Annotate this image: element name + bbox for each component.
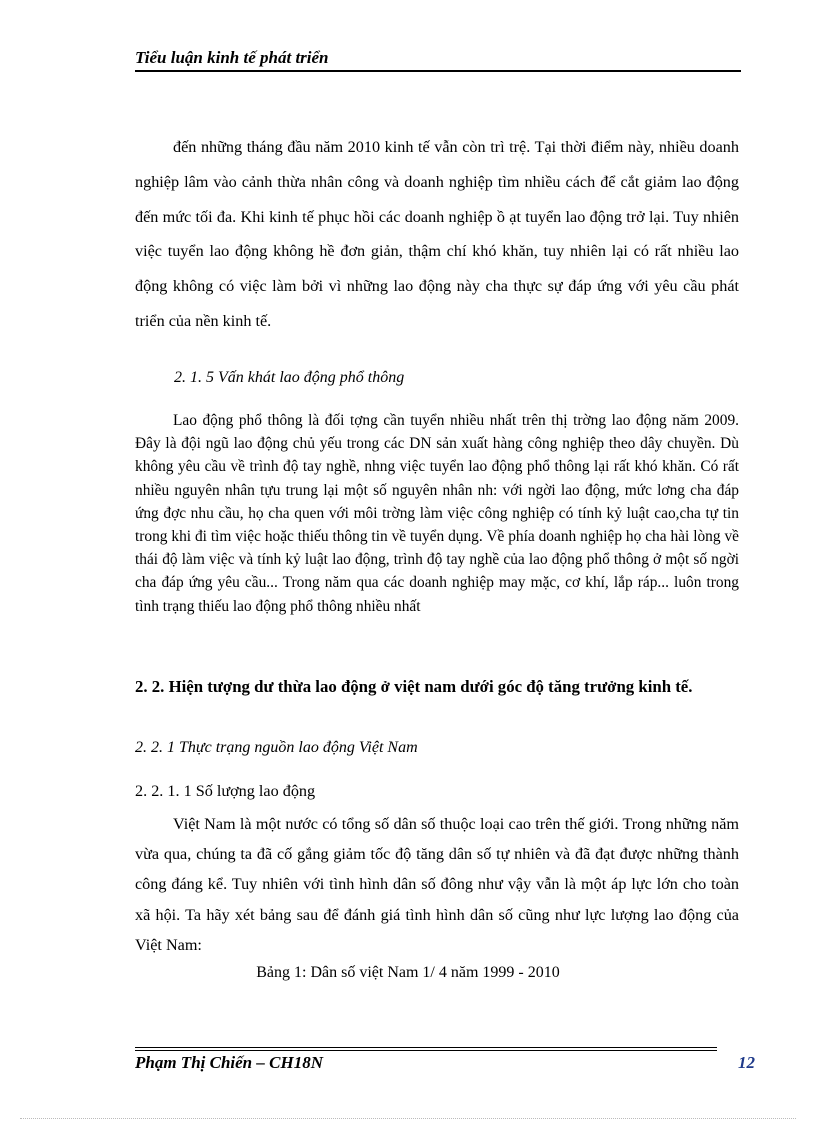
subheading-2-1-5: 2. 1. 5 Vấn khát lao động phổ thông (174, 369, 405, 386)
paragraph-population: Việt Nam là một nước có tổng số dân số thuộc loại cao trên thế giới. Trong những năm vừa qua, chúng ta đã cố gắng giảm tốc độ tăng dân số tự nhiên và đã đạt được những thành công đáng kể. Tuy nhiên với tình hình dân số đông như vậy vẫn là một áp lực lớn cho toàn xã hội. Ta hãy xét bảng sau để đánh giá tình hình dân số cũng như lực lượng lao động của Việt Nam: (135, 815, 739, 954)
table-caption: Bảng 1: Dân số việt Nam 1/ 4 năm 1999 - 2010 (256, 964, 560, 981)
paragraph-labor-shortage: Lao động phổ thông là đối tợng cần tuyển nhiều nhất trên thị trờng lao động năm 2009. Đây là đội ngũ lao động chủ yếu trong các DN sản xuất hàng công nghiệp theo dây chuyền. Dù không yêu cầu về trình độ tay nghề, nhng việc tuyển lao động phổ thông lại rất khó khăn. Có rất nhiều nguyên nhân tựu trung lại một số nguyên nhân nh: với ngời lao động, mức lơng cha đáp ứng đợc nhu cầu, họ cha quen với môi trờng làm việc công nghiệp có tính kỷ luật cao,cha tự tin trong khi đi tìm việc hoặc thiếu thông tin về tuyển dụng. Về phía doanh nghiệp họ cha hài lòng về thái độ làm việc và tính kỷ luật lao động, trình độ tay nghề của lao động phổ thông ở một số ngời cha đáp ứng yêu cầu... Trong năm qua các doanh nghiệp may mặc, cơ khí, lắp ráp... luôn trong tình trạng thiếu lao động phổ thông nhiều nhất (135, 412, 739, 615)
section-heading-2-2: 2. 2. Hiện tượng dư thừa lao động ở việt nam dưới góc độ tăng trưởng kinh tế. (135, 677, 693, 696)
header-rule (135, 70, 741, 72)
page-edge-divider (20, 1118, 796, 1119)
page-header-title: Tiểu luận kinh tế phát triển (135, 48, 329, 67)
page-number: 12 (738, 1053, 755, 1072)
footer-rule-bottom (135, 1050, 717, 1051)
footer-author: Phạm Thị Chiến – CH18N (135, 1053, 323, 1072)
paragraph-intro: đến những tháng đầu năm 2010 kinh tế vẫn còn trì trệ. Tại thời điểm này, nhiều doanh nghiệp lâm vào cảnh thừa nhân công và doanh nghiệp tìm nhiều cách để cắt giảm lao động đến mức tối đa. Khi kinh tế phục hồi các doanh nghiệp ồ ạt tuyển lao động trở lại. Tuy nhiên việc tuyển lao động không hề đơn giản, thậm chí khó khăn, tuy nhiên lại có rất nhiều lao động không có việc làm bởi vì những lao động này cha thực sự đáp ứng với yêu cầu phát triển của nền kinh tế. (135, 138, 739, 330)
subheading-2-2-1-1: 2. 2. 1. 1 Số lượng lao động (135, 782, 316, 800)
footer-rule-top (135, 1047, 717, 1048)
subheading-2-2-1: 2. 2. 1 Thực trạng nguồn lao động Việt Nam (135, 739, 418, 756)
